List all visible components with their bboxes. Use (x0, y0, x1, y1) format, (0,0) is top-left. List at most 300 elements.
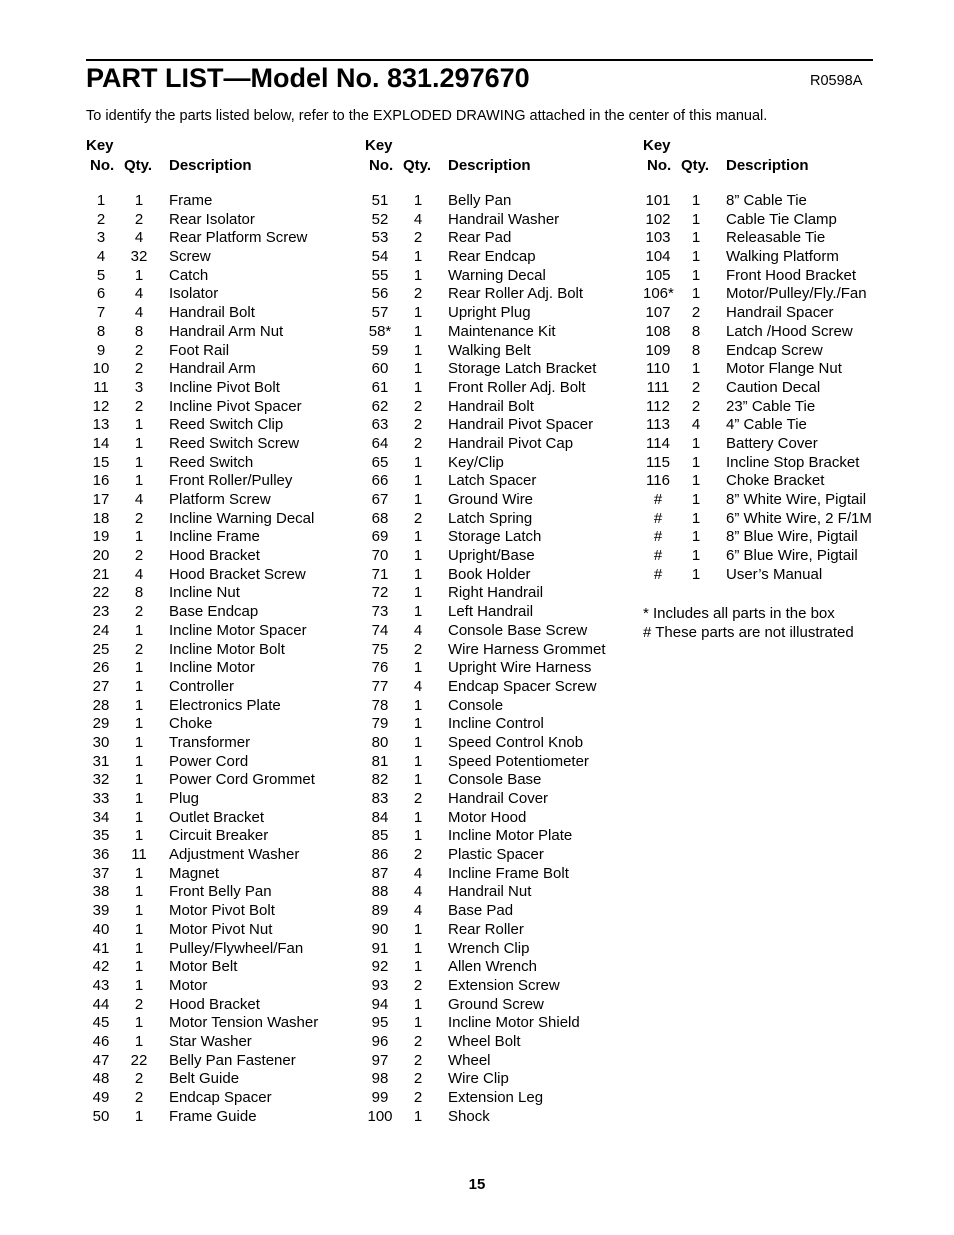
part-row (86, 883, 346, 902)
part-row (365, 734, 625, 753)
part-quantity: 8 (691, 341, 701, 359)
part-key-number: 29 (92, 715, 110, 733)
part-key-number: 104 (645, 248, 671, 266)
part-key-number: 89 (371, 902, 389, 920)
part-row (643, 211, 903, 230)
part-quantity: 1 (413, 995, 423, 1013)
part-description: Handrail Pivot Cap (448, 434, 574, 452)
part-quantity: 1 (134, 958, 144, 976)
part-key-number: 6 (96, 285, 106, 303)
part-row (86, 435, 346, 454)
part-quantity: 2 (134, 995, 144, 1013)
part-description: Circuit Breaker (169, 827, 269, 845)
part-row (365, 659, 625, 678)
part-key-number: 114 (646, 434, 670, 452)
part-quantity: 1 (413, 322, 423, 340)
part-key-number: 95 (371, 1014, 389, 1032)
part-key-number: 65 (371, 453, 389, 471)
part-key-number: 4 (96, 248, 106, 266)
part-quantity: 2 (413, 434, 423, 452)
part-row (86, 940, 346, 959)
part-quantity: 1 (134, 864, 144, 882)
part-row (643, 229, 903, 248)
part-key-number: 66 (371, 472, 389, 490)
part-row (86, 827, 346, 846)
part-key-number: 15 (92, 453, 110, 471)
part-description: Incline Control (448, 715, 544, 733)
part-key-number: 18 (92, 509, 110, 527)
part-row (643, 192, 903, 211)
part-description: Wire Harness Grommet (448, 640, 606, 658)
part-description: Front Roller Adj. Bolt (448, 378, 586, 396)
part-description: Endcap Screw (726, 341, 823, 359)
part-key-number: 13 (92, 416, 110, 434)
part-row (643, 285, 903, 304)
part-row (86, 192, 346, 211)
part-row (365, 827, 625, 846)
part-description: Motor/Pulley/Fly./Fan (726, 285, 867, 303)
part-key-number: 107 (645, 304, 671, 322)
part-row (365, 1108, 625, 1127)
part-key-number: 91 (371, 939, 389, 957)
part-description: Incline Pivot Spacer (169, 397, 302, 415)
part-quantity: 2 (134, 509, 144, 527)
part-row (86, 547, 346, 566)
part-description: Electronics Plate (169, 696, 281, 714)
part-quantity: 2 (413, 285, 423, 303)
part-quantity: 1 (691, 491, 701, 508)
part-row (86, 641, 346, 660)
part-row (86, 472, 346, 491)
part-row (365, 865, 625, 884)
part-description: Handrail Arm Nut (169, 322, 284, 340)
part-key-number: 19 (92, 528, 110, 546)
part-quantity: 1 (413, 360, 423, 378)
part-key-number: 102 (645, 210, 671, 228)
part-row (86, 603, 346, 622)
part-description: Power Cord Grommet (169, 771, 315, 789)
part-quantity: 1 (691, 434, 701, 452)
part-description: Motor Hood (448, 808, 527, 826)
part-quantity: 2 (413, 416, 423, 434)
part-row (365, 472, 625, 491)
part-key-number: 43 (92, 976, 110, 994)
part-quantity: 1 (134, 528, 144, 546)
part-key-number: 110 (646, 360, 670, 378)
part-description: Hood Bracket Screw (169, 565, 306, 583)
part-quantity: 1 (134, 192, 144, 209)
part-row (86, 1089, 346, 1108)
part-key-number: 79 (371, 715, 389, 733)
part-quantity: 1 (413, 808, 423, 826)
part-quantity: 4 (134, 285, 144, 303)
part-quantity: 1 (413, 920, 423, 938)
part-description: Front Hood Bracket (726, 266, 857, 284)
part-description: Walking Belt (448, 341, 531, 359)
part-quantity: 1 (134, 883, 144, 901)
header-qty: Qty. (124, 157, 153, 174)
part-description: 8” Blue Wire, Pigtail (726, 528, 858, 546)
part-key-number: 59 (371, 341, 389, 359)
part-key-number: 62 (371, 397, 389, 415)
part-quantity: 1 (413, 491, 423, 508)
part-key-number: 44 (92, 995, 110, 1013)
part-row (86, 659, 346, 678)
part-description: Endcap Spacer (169, 1089, 272, 1106)
part-quantity: 1 (413, 696, 423, 714)
part-key-number: 103 (645, 229, 671, 247)
part-key-number: 69 (371, 528, 389, 546)
part-key-number: 56 (371, 285, 389, 303)
part-quantity: 1 (413, 603, 423, 621)
part-row (365, 753, 625, 772)
part-description: Handrail Bolt (169, 304, 255, 322)
header-no: No. (369, 157, 394, 174)
part-key-number: 68 (371, 509, 389, 527)
part-description: Latch Spacer (448, 472, 537, 490)
part-quantity: 1 (134, 939, 144, 957)
part-key-number: 30 (92, 733, 110, 751)
part-row (365, 697, 625, 716)
part-quantity: 2 (134, 397, 144, 415)
part-quantity: 1 (413, 733, 423, 751)
header-qty: Qty. (403, 157, 432, 174)
header-no: No. (647, 157, 672, 174)
part-row (643, 267, 903, 286)
part-row (86, 715, 346, 734)
part-quantity: 1 (134, 416, 144, 434)
part-description: Foot Rail (169, 341, 230, 359)
part-quantity: 2 (691, 304, 701, 322)
part-description: Front Roller/Pulley (169, 472, 293, 490)
part-row (86, 398, 346, 417)
part-key-number: 64 (371, 434, 389, 452)
part-description: Upright Plug (448, 304, 531, 322)
part-quantity: 1 (691, 528, 701, 546)
part-row (365, 622, 625, 641)
part-description: Choke (169, 715, 213, 733)
part-description: Reed Switch Clip (169, 416, 284, 434)
part-quantity: 2 (413, 509, 423, 527)
part-key-number: 34 (92, 808, 110, 826)
part-description: Transformer (169, 733, 251, 751)
part-row (86, 491, 346, 510)
part-row (643, 566, 903, 585)
part-quantity: 32 (130, 248, 148, 266)
part-key-number: 9 (96, 341, 106, 359)
part-description: Ground Wire (448, 491, 534, 508)
part-quantity: 2 (134, 547, 144, 565)
part-description: Handrail Bolt (448, 397, 534, 415)
intro-text: To identify the parts listed below, refer to the EXPLODED DRAWING attached in the center of this manual. (86, 108, 768, 124)
part-description: Incline Motor (169, 659, 255, 677)
part-quantity: 1 (413, 1014, 423, 1032)
part-quantity: 1 (134, 827, 144, 845)
part-key-number: 52 (371, 210, 389, 228)
part-row (86, 1070, 346, 1089)
part-description: Motor (169, 976, 208, 994)
part-key-number: 25 (92, 640, 110, 658)
part-row (86, 1052, 346, 1071)
part-quantity: 8 (691, 322, 701, 340)
part-quantity: 2 (413, 640, 423, 658)
part-row (365, 715, 625, 734)
part-description: Walking Platform (726, 248, 839, 266)
part-row (643, 379, 903, 398)
part-description: Shock (448, 1107, 490, 1125)
part-key-number: # (653, 528, 663, 546)
part-row (86, 211, 346, 230)
part-key-number: 99 (371, 1089, 389, 1106)
part-description: Speed Potentiometer (448, 752, 589, 770)
part-key-number: 28 (92, 696, 110, 714)
part-row (365, 491, 625, 510)
part-row (86, 809, 346, 828)
part-description: User’s Manual (726, 565, 823, 583)
part-key-number: 94 (371, 995, 389, 1013)
part-key-number: 84 (371, 808, 389, 826)
part-key-number: 35 (92, 827, 110, 845)
part-description: Choke Bracket (726, 472, 825, 490)
part-key-number: 101 (645, 192, 671, 209)
part-quantity: 2 (691, 397, 701, 415)
part-row (365, 342, 625, 361)
part-quantity: 1 (413, 192, 423, 209)
part-row (365, 211, 625, 230)
part-key-number: 33 (92, 790, 110, 807)
part-quantity: 1 (413, 528, 423, 546)
part-row (86, 285, 346, 304)
part-key-number: 20 (92, 547, 110, 565)
part-quantity: 1 (413, 248, 423, 266)
part-description: Incline Warning Decal (169, 509, 315, 527)
part-description: Console (448, 696, 504, 714)
part-row (365, 641, 625, 660)
part-row (86, 454, 346, 473)
part-row (86, 360, 346, 379)
part-row (86, 304, 346, 323)
part-description: Rear Roller Adj. Bolt (448, 285, 584, 303)
part-row (365, 846, 625, 865)
part-key-number: 53 (371, 229, 389, 247)
part-quantity: 2 (413, 846, 423, 864)
part-row (365, 771, 625, 790)
part-description: Platform Screw (169, 491, 271, 508)
part-row (643, 528, 903, 547)
part-quantity: 1 (134, 1014, 144, 1032)
part-quantity: 1 (691, 453, 701, 471)
part-description: Power Cord (169, 752, 249, 770)
part-row (86, 697, 346, 716)
part-description: Screw (169, 248, 211, 266)
part-row (86, 977, 346, 996)
part-description: Catch (169, 266, 209, 284)
part-key-number: 88 (371, 883, 389, 901)
part-key-number: 31 (92, 752, 110, 770)
part-row (365, 248, 625, 267)
part-row (365, 192, 625, 211)
part-description: Controller (169, 677, 235, 695)
part-description: Cable Tie Clamp (726, 210, 837, 228)
part-quantity: 2 (134, 603, 144, 621)
part-row (86, 753, 346, 772)
part-row (86, 510, 346, 529)
part-row (86, 229, 346, 248)
part-key-number: 21 (92, 565, 110, 583)
part-quantity: 1 (134, 808, 144, 826)
part-row (86, 584, 346, 603)
part-row (86, 267, 346, 286)
part-quantity: 2 (134, 360, 144, 378)
part-quantity: 2 (413, 976, 423, 994)
part-description: Maintenance Kit (448, 322, 556, 340)
part-description: Wrench Clip (448, 939, 530, 957)
part-key-number: 42 (92, 958, 110, 976)
part-quantity: 1 (413, 752, 423, 770)
part-key-number: 39 (92, 902, 110, 920)
part-row (86, 771, 346, 790)
part-key-number: 46 (92, 1032, 110, 1050)
part-quantity: 8 (134, 322, 144, 340)
part-key-number: 77 (371, 677, 389, 695)
part-key-number: 8 (96, 322, 106, 340)
part-description: Isolator (169, 285, 219, 303)
part-row (86, 865, 346, 884)
part-key-number: 47 (92, 1051, 110, 1069)
page-number: 15 (468, 1176, 486, 1193)
part-row (86, 846, 346, 865)
part-rows (86, 192, 346, 1126)
part-key-number: 11 (93, 378, 109, 396)
part-key-number: # (653, 491, 663, 508)
part-key-number: 106* (643, 285, 674, 303)
part-key-number: 48 (92, 1070, 110, 1088)
part-description: Ground Screw (448, 995, 544, 1013)
part-quantity: 1 (413, 715, 423, 733)
part-description: Reed Switch (169, 453, 254, 471)
part-key-number: 72 (371, 584, 389, 602)
part-description: Handrail Washer (448, 210, 560, 228)
part-description: Pulley/Flywheel/Fan (169, 939, 304, 957)
part-row (643, 248, 903, 267)
part-row (365, 566, 625, 585)
part-key-number: 67 (371, 491, 389, 508)
part-description: Incline Nut (169, 584, 240, 602)
part-row (643, 416, 903, 435)
part-row (86, 416, 346, 435)
part-key-number: 1 (96, 192, 106, 209)
part-key-number: 70 (371, 547, 389, 565)
part-quantity: 4 (413, 883, 423, 901)
part-description: Allen Wrench (448, 958, 537, 976)
part-row (86, 622, 346, 641)
part-row (86, 1108, 346, 1127)
part-quantity: 2 (413, 1051, 423, 1069)
part-key-number: 96 (371, 1032, 389, 1050)
part-description: Storage Latch Bracket (448, 360, 597, 378)
part-key-number: 116 (646, 472, 670, 490)
part-description: Wheel (448, 1051, 491, 1069)
part-description: Motor Belt (169, 958, 238, 976)
part-quantity: 1 (413, 939, 423, 957)
part-key-number: 100 (367, 1107, 393, 1125)
part-quantity: 4 (413, 677, 423, 695)
part-key-number: 112 (646, 397, 670, 415)
part-row (365, 678, 625, 697)
part-row (86, 1033, 346, 1052)
part-quantity: 1 (134, 266, 144, 284)
part-key-number: 37 (92, 864, 110, 882)
part-description: Base Endcap (169, 603, 259, 621)
part-key-number: 85 (371, 827, 389, 845)
part-description: Console Base Screw (448, 621, 588, 639)
part-description: Storage Latch (448, 528, 542, 546)
part-row (365, 958, 625, 977)
part-key-number: 109 (645, 341, 671, 359)
part-row (86, 1014, 346, 1033)
part-row (365, 379, 625, 398)
part-row (365, 1014, 625, 1033)
part-description: Wire Clip (448, 1070, 509, 1088)
part-row (365, 398, 625, 417)
header-description: Description (169, 157, 252, 174)
part-row (643, 454, 903, 473)
part-key-number: 45 (92, 1014, 110, 1032)
part-row (643, 491, 903, 510)
part-description: Latch Spring (448, 509, 533, 527)
part-quantity: 2 (134, 1089, 144, 1106)
part-key-number: 16 (92, 472, 110, 490)
part-row (643, 342, 903, 361)
part-description: Endcap Spacer Screw (448, 677, 597, 695)
part-quantity: 2 (691, 378, 701, 396)
part-row (365, 416, 625, 435)
part-key-number: # (653, 509, 663, 527)
part-row (643, 510, 903, 529)
part-quantity: 1 (691, 472, 701, 490)
part-description: 4” Cable Tie (726, 416, 807, 434)
part-description: Incline Stop Bracket (726, 453, 860, 471)
part-row (365, 304, 625, 323)
part-key-number: 61 (371, 378, 389, 396)
part-key-number: 5 (96, 266, 106, 284)
part-row (365, 285, 625, 304)
part-description: Outlet Bracket (169, 808, 265, 826)
part-key-number: 54 (371, 248, 389, 266)
part-key-number: 60 (371, 360, 389, 378)
part-description: Latch /Hood Screw (726, 322, 853, 340)
part-key-number: 80 (371, 733, 389, 751)
header-no: No. (90, 157, 115, 174)
part-key-number: 82 (371, 771, 389, 789)
part-key-number: 75 (371, 640, 389, 658)
part-quantity: 4 (413, 621, 423, 639)
part-quantity: 2 (134, 341, 144, 359)
part-row (86, 996, 346, 1015)
part-description: Right Handrail (448, 584, 544, 602)
part-description: Rear Roller (448, 920, 524, 938)
part-quantity: 4 (134, 229, 144, 247)
part-quantity: 1 (413, 1107, 423, 1125)
part-row (86, 678, 346, 697)
part-quantity: 1 (413, 341, 423, 359)
part-key-number: 27 (92, 677, 110, 695)
part-quantity: 1 (413, 547, 423, 565)
part-key-number: 36 (92, 846, 110, 864)
part-quantity: 3 (134, 378, 144, 396)
part-quantity: 4 (413, 864, 423, 882)
part-key-number: 86 (371, 846, 389, 864)
